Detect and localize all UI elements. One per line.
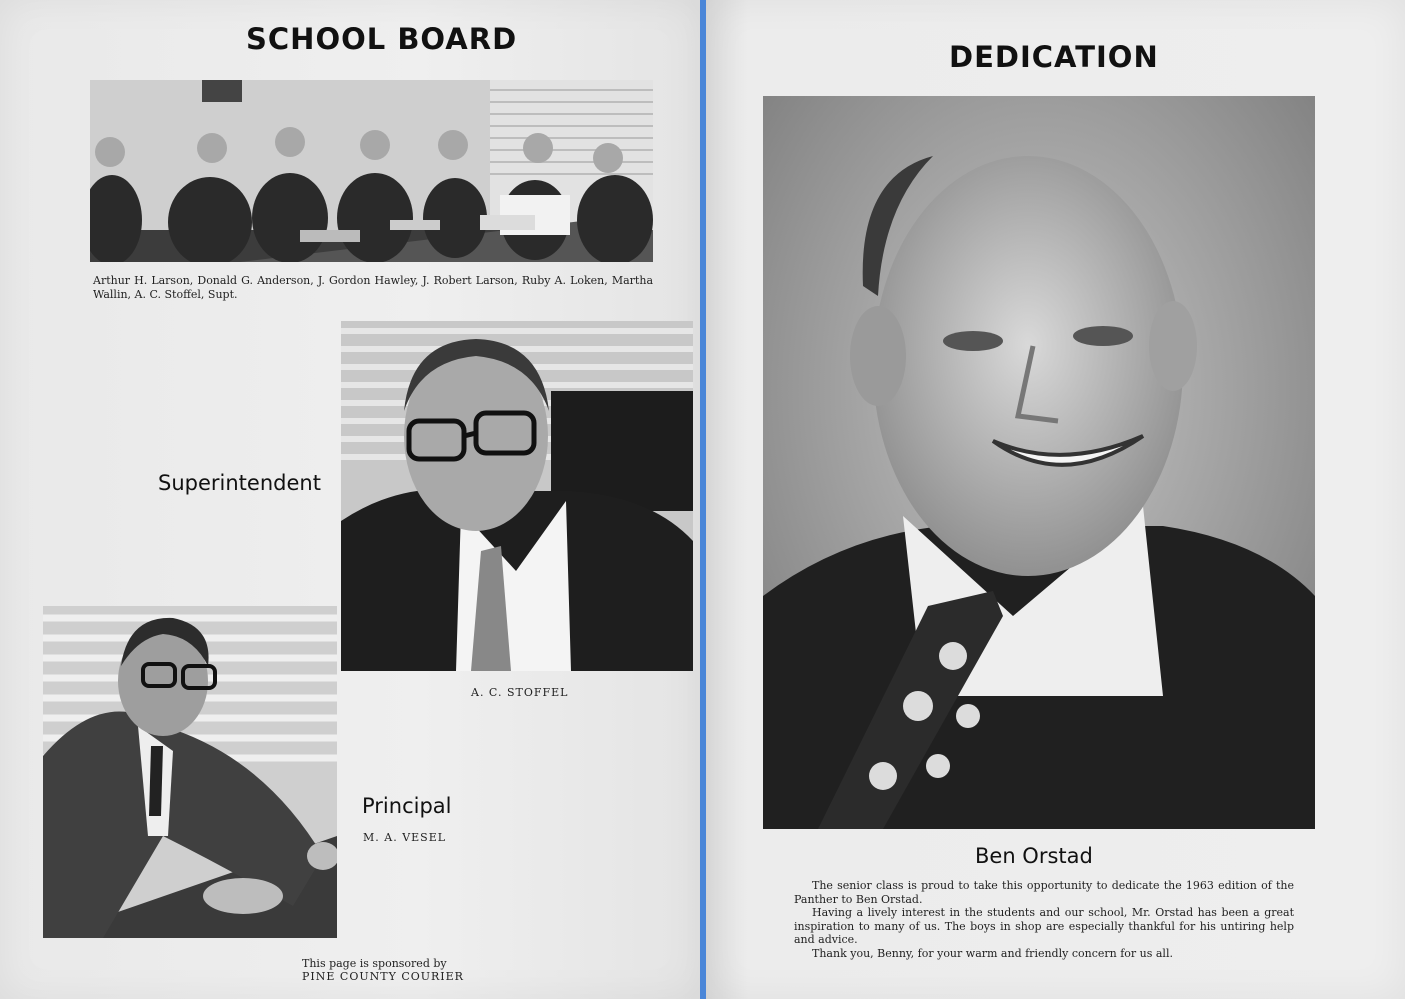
left-page (0, 0, 700, 999)
superintendent-photo (341, 321, 693, 671)
dedication-paragraph: Thank you, Benny, for your warm and friendly concern for us all. (812, 946, 1173, 960)
dedication-portrait-photo (763, 96, 1315, 829)
dedication-text (794, 879, 1294, 960)
sponsor-line: This page is sponsored by (302, 957, 447, 970)
school-board-group-photo (90, 80, 653, 262)
superintendent-label: Superintendent (158, 471, 321, 495)
principal-label: Principal (362, 794, 452, 818)
principal-name: M. A. VESEL (363, 831, 447, 844)
right-page (706, 0, 1405, 999)
honoree-name: Ben Orstad (975, 844, 1093, 868)
dedication-paragraph: The senior class is proud to take this opportunity to dedicate the 1963 edition of the Panther to Ben Orstad. (794, 879, 1294, 906)
dedication-paragraph: Having a lively interest in the students and our school, Mr. Orstad has been a great inspiration to many of us. The boys in shop are especially thankful for his untiring help and advice. (794, 906, 1294, 946)
sponsor-name: PINE COUNTY COURIER (302, 970, 464, 983)
superintendent-name: A. C. STOFFEL (471, 686, 569, 699)
school-board-title: SCHOOL BOARD (246, 22, 518, 56)
school-board-caption: Arthur H. Larson, Donald G. Anderson, J. Gordon Hawley, J. Robert Larson, Ruby A. Loken, Martha Wallin, A. C. Stoffel, Supt. (93, 274, 653, 301)
dedication-title: DEDICATION (949, 40, 1159, 74)
principal-photo (43, 606, 337, 938)
